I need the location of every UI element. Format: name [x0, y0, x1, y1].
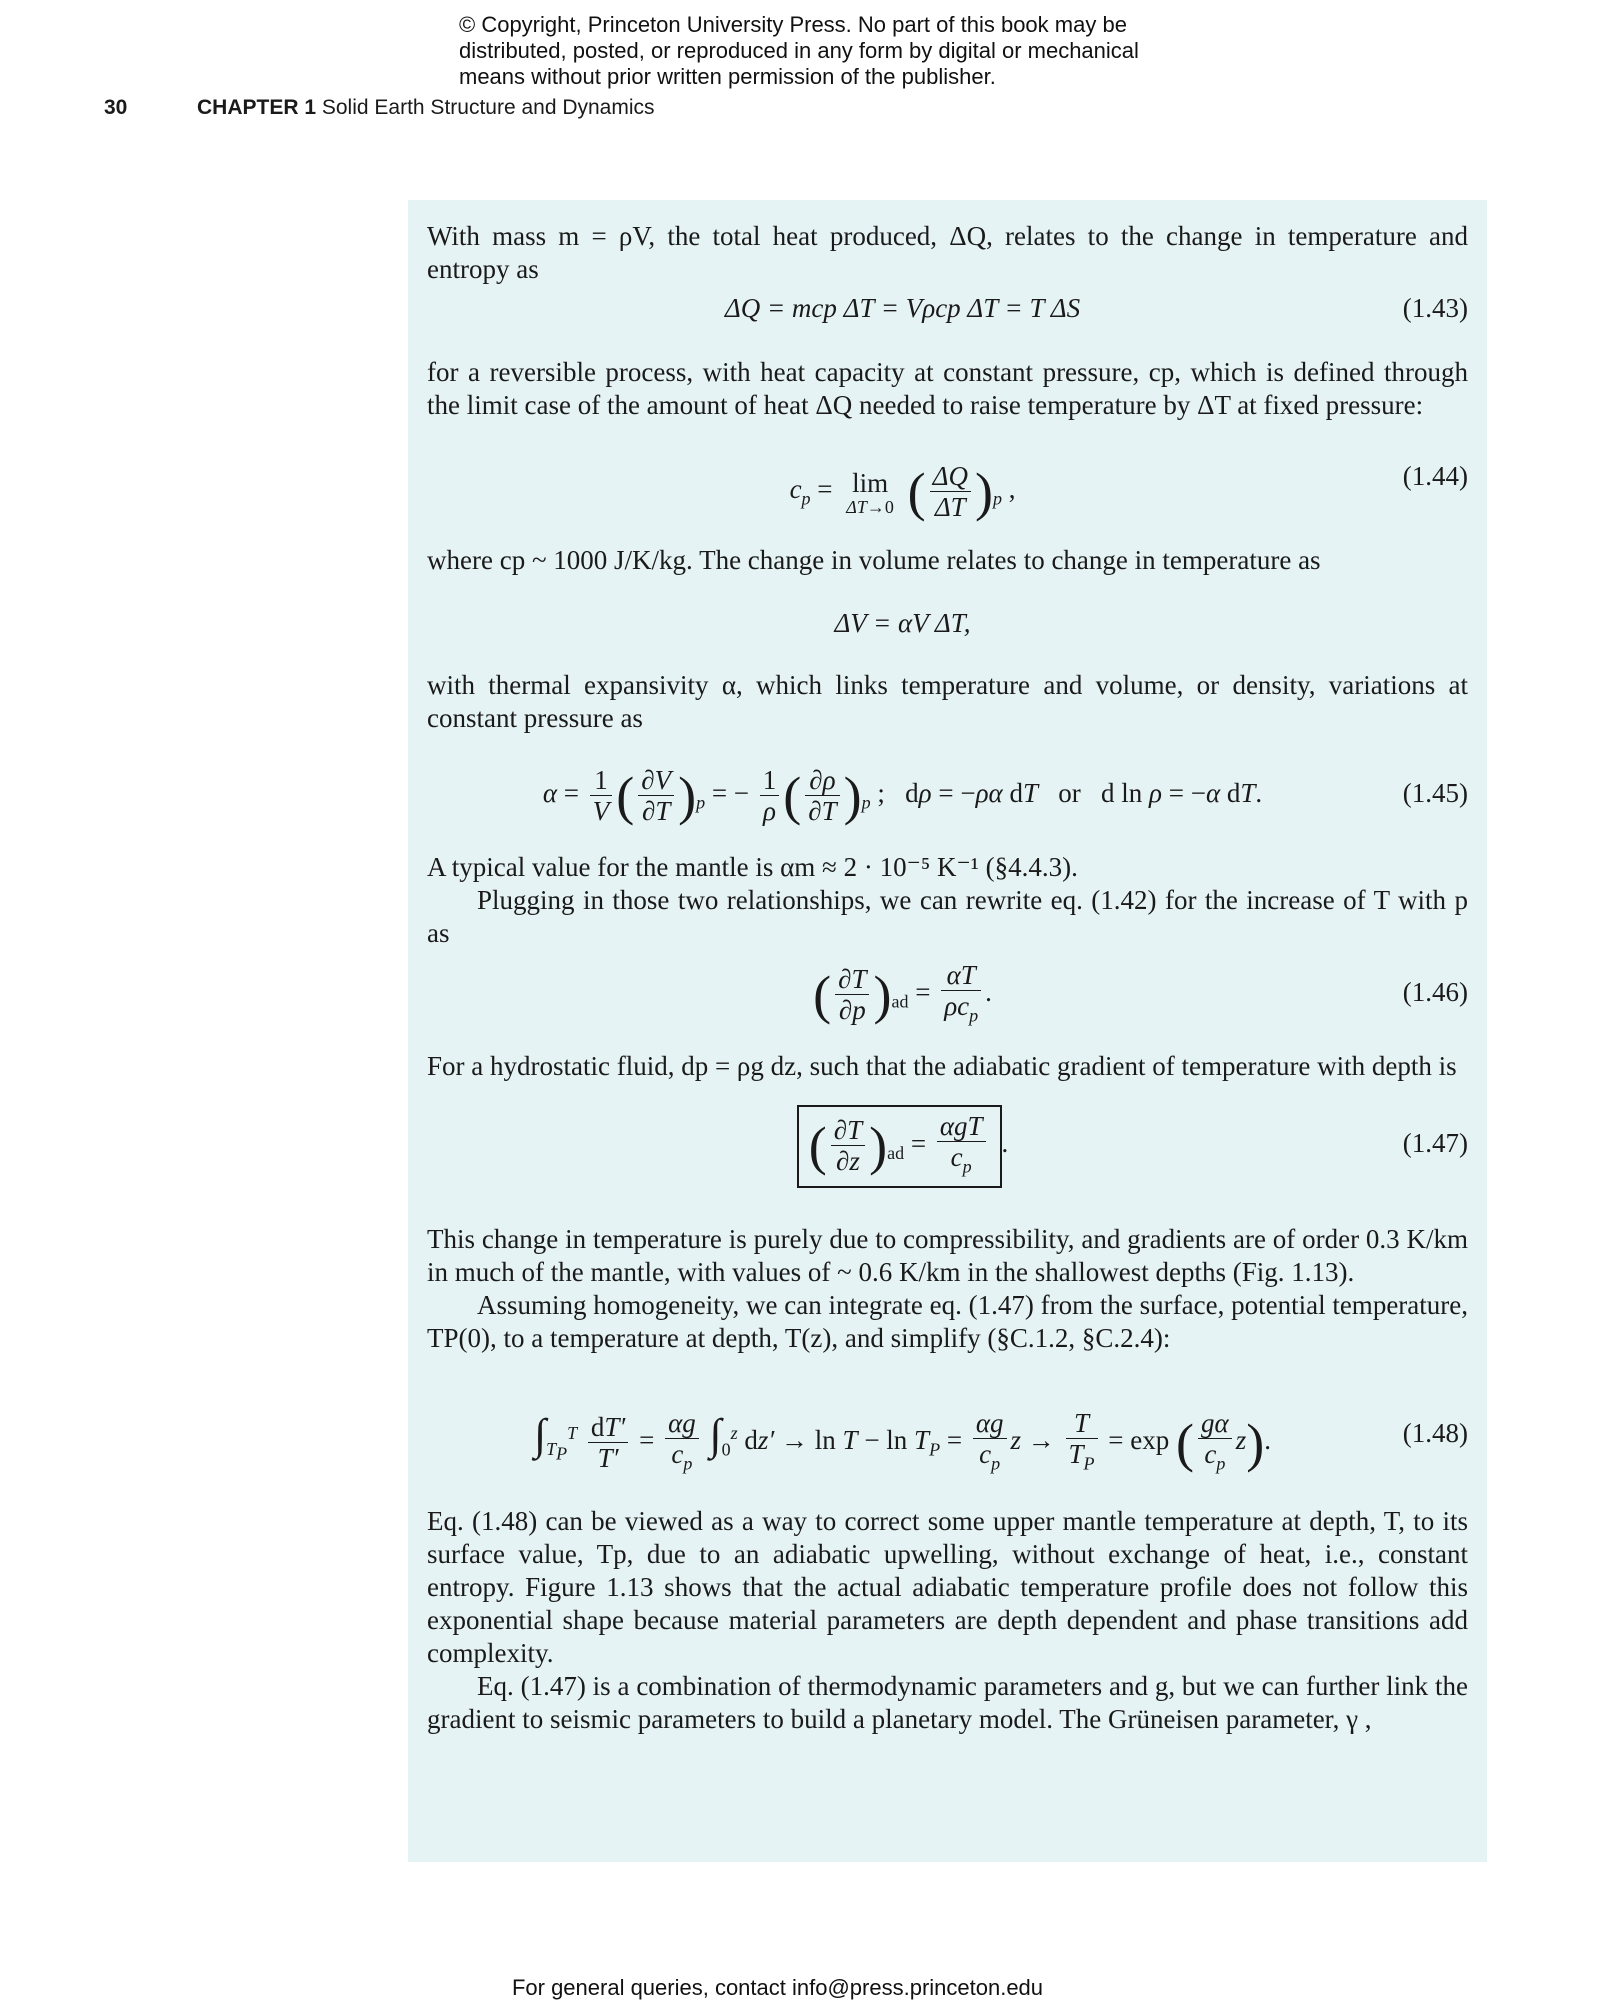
paragraph: Eq. (1.48) can be viewed as a way to correct some upper mantle temperature at depth, T, to its surface value, Tp, due to an adiabatic upwelling, without exchange of heat, i.e., constant entropy. Figure 1.13 shows that the actual adiabatic temperature profile does not follow this exponential shape because material parameters are depth dependent and phase transitions add complexity.: [427, 1506, 1468, 1668]
paragraph: A typical value for the mantle is αm ≈ 2 · 10⁻⁵ K⁻¹ (§4.4.3).: [427, 852, 1078, 882]
copyright-line: means without prior written permission of the publisher.: [459, 64, 996, 89]
equation-number: (1.45): [1402, 778, 1468, 808]
equation-dv: [427, 603, 1468, 643]
paragraph: for a reversible process, with heat capacity at constant pressure, cp, which is defined through the limit case of the amount of heat ΔQ needed to raise temperature by ΔT at fixed pressure:: [427, 357, 1468, 420]
chapter-title: Solid Earth Structure and Dynamics: [321, 96, 655, 119]
highlight-box: [408, 200, 1487, 1862]
box-content: [427, 220, 1468, 1736]
equation-number: (1.47): [1402, 1128, 1468, 1158]
copyright-line: © Copyright, Princeton University Press. No part of this book may be: [459, 12, 1127, 37]
copyright-line: distributed, posted, or reproduced in any form by digital or mechanical: [459, 38, 1139, 63]
equation-number: (1.46): [1402, 977, 1468, 1007]
paragraph: With mass m = ρV, the total heat produced, ΔQ, relates to the change in temperature and entropy as: [427, 221, 1468, 284]
equation-number: (1.43): [1402, 293, 1468, 323]
footer-text: For general queries, contact info@press.princeton.edu: [511, 1975, 1044, 2000]
equation-body: ΔV = αV ΔT,: [834, 608, 971, 638]
paragraph: Eq. (1.47) is a combination of thermodynamic parameters and g, but we can further link the gradient to seismic parameters to build a planetary model. The Grüneisen parameter, γ ,: [427, 1671, 1468, 1734]
equation-1-47: ( $\frac{\partial T}{\partial z}$ )$_{ad}$ = $\frac{\text{αgT}}{c_p}$ . (1.47): [427, 1101, 1468, 1185]
paragraph: Plugging in those two relationships, we can rewrite eq. (1.42) for the increase of T with p as: [427, 885, 1468, 948]
equation-1-45: α = $\frac{1}{V}$ ( $\frac{\partial V}{\partial T}$ )$_p$ = − $\frac{1}{\rho}$ ( $\frac{\partial\rho}{\partial T}$ )$_p$ ; dρ = −ρα dT or d ln ρ = −α dT. (1.45): [427, 757, 1468, 829]
paragraph: where cp ~ 1000 J/K/kg. The change in volume relates to change in temperature as: [427, 545, 1321, 575]
equation-1-44: $c_p$ = lim ΔT→0 ( $\frac{\Delta Q}{\Delta T}$ )$_p$ , (1.44): [427, 456, 1468, 522]
equation-1-43: [427, 288, 1468, 328]
footer: [0, 1975, 1601, 2001]
paragraph: For a hydrostatic fluid, dp = ρg dz, such that the adiabatic gradient of temperature with depth is: [427, 1051, 1457, 1081]
equation-body: ΔQ = mcp ΔT = Vρcp ΔT = T ΔS: [724, 293, 1081, 323]
paragraph: with thermal expansivity α, which links temperature and volume, or density, variations at constant pressure as: [427, 670, 1468, 733]
page-number: 30: [104, 96, 128, 119]
paragraph: This change in temperature is purely due to compressibility, and gradients are of order 0.3 K/km in much of the mantle, with values of ~ 0.6 K/km in the shallowest depths (Fig. 1.13).: [427, 1224, 1468, 1287]
running-header: [0, 94, 800, 122]
running-head: [197, 94, 655, 122]
equation-1-48: $\int_{T_P}^T$ $\frac{dT'}{T'}$ = $\frac{\alpha g}{c_p}$ $\int_0^z$ $dz' \to \ln T - \ln T_P$ = $\frac{\alpha g}{c_p}$ z → $\frac{T}{T_P}$ = exp ( $\frac{g\alpha}{c_p}$ z). (1.48): [427, 1391, 1468, 1475]
paragraph: Assuming homogeneity, we can integrate eq. (1.47) from the surface, potential temperature, TP(0), to a temperature at depth, T(z), and simplify (§C.1.2, §C.2.4):: [427, 1290, 1468, 1353]
chapter-label: CHAPTER 1: [197, 96, 317, 119]
equation-number: (1.48): [1402, 1418, 1468, 1448]
equation-1-46: ( $\frac{\partial T}{\partial p}$ )$_{ad}$ = $\frac{\alpha T}{\rho c_p}$ . (1.46): [427, 956, 1468, 1028]
equation-number: (1.44): [1402, 461, 1468, 491]
copyright-notice: [459, 12, 1219, 90]
